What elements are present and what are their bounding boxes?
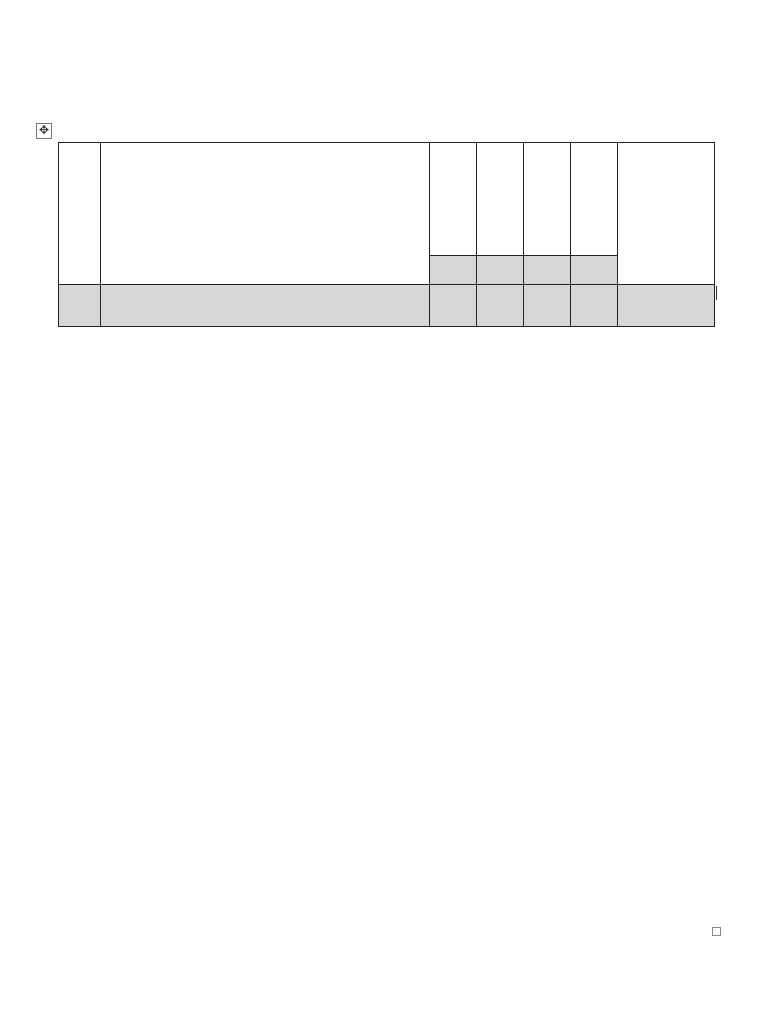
header-baik — [524, 143, 571, 256]
total-row — [59, 285, 715, 327]
points-amat-baik — [571, 256, 618, 285]
header-catatan — [618, 143, 715, 285]
header-amat-baik — [571, 143, 618, 256]
total-bil-cell — [59, 285, 101, 327]
total-label — [101, 285, 430, 327]
total-baik-cell[interactable] — [524, 285, 571, 327]
rubric-table — [58, 142, 715, 327]
total-sederhana-cell[interactable] — [477, 285, 524, 327]
points-baik — [524, 256, 571, 285]
header-lemah — [430, 143, 477, 256]
points-lemah — [430, 256, 477, 285]
total-catatan-cell[interactable] — [618, 285, 715, 327]
header-perkara — [101, 143, 430, 285]
move-icon[interactable]: ✥ — [36, 123, 52, 139]
text-cursor — [716, 286, 717, 300]
table-header-row — [59, 143, 715, 256]
points-sederhana — [477, 256, 524, 285]
header-sederhana — [477, 143, 524, 256]
resize-icon[interactable] — [712, 927, 721, 936]
total-lemah-cell[interactable] — [430, 285, 477, 327]
header-bil — [59, 143, 101, 285]
total-amat-baik-cell[interactable] — [571, 285, 618, 327]
